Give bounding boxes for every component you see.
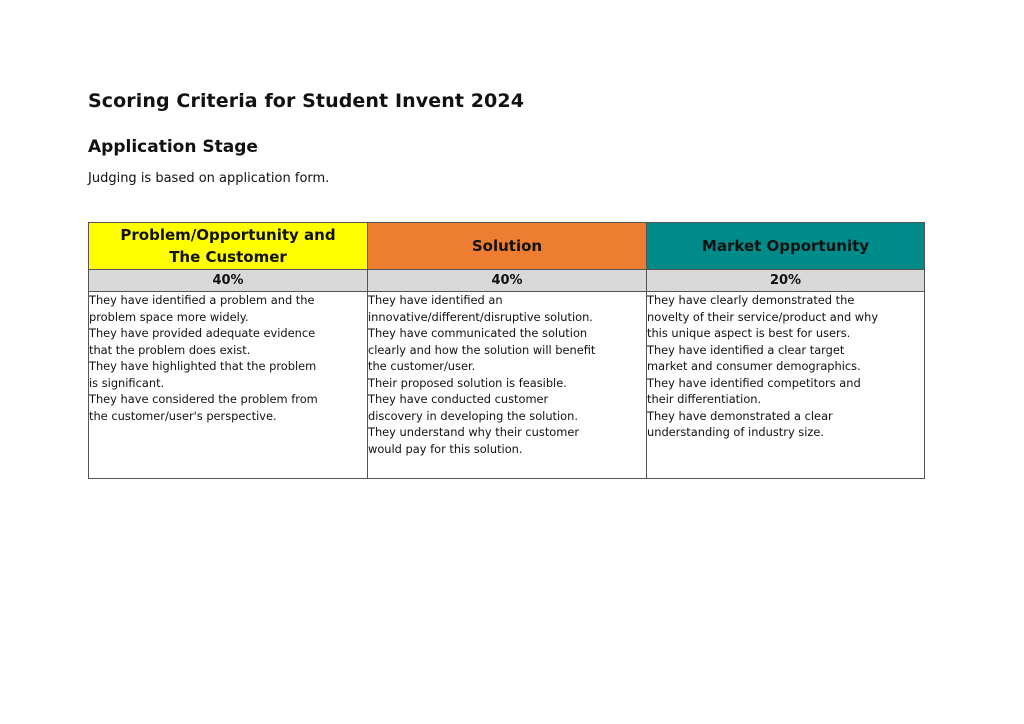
- criteria-line: would pay for this solution.: [368, 441, 523, 456]
- criteria-line: Their proposed solution is feasible.: [368, 375, 567, 390]
- criteria-line: They have highlighted that the problem: [89, 359, 317, 373]
- header-problem-line2: The Customer: [169, 248, 287, 266]
- section-heading: Application Stage: [88, 137, 258, 157]
- criteria-line: this unique aspect is best for users.: [647, 326, 851, 340]
- criteria-market: [647, 292, 925, 479]
- criteria-line: clearly and how the solution will benefit: [368, 342, 596, 357]
- header-market-opportunity: [647, 223, 925, 270]
- scoring-criteria-table: [88, 222, 925, 479]
- criteria-line: They have identified competitors and: [647, 375, 861, 390]
- criteria-line: They have conducted customer: [368, 392, 549, 406]
- criteria-line: They have demonstrated a clear: [647, 408, 833, 423]
- criteria-line: the customer/user.: [368, 359, 476, 373]
- criteria-line: They have provided adequate evidence: [89, 326, 316, 340]
- criteria-line: novelty of their service/product and why: [647, 309, 879, 324]
- header-problem-line1: Problem/Opportunity and: [120, 226, 336, 244]
- criteria-line: They have considered the problem from: [89, 392, 318, 406]
- criteria-line: innovative/different/disruptive solution.: [368, 309, 593, 324]
- header-solution: [368, 223, 647, 270]
- criteria-line: They have identified a clear target: [647, 342, 845, 357]
- intro-text: Judging is based on application form.: [88, 171, 330, 186]
- header-market-label: Market Opportunity: [701, 237, 870, 255]
- table-weight-row: [89, 270, 925, 292]
- table-criteria-row: [89, 292, 925, 479]
- criteria-line: They have communicated the solution: [368, 326, 588, 340]
- criteria-line: discovery in developing the solution.: [368, 408, 578, 423]
- criteria-line: is significant.: [89, 375, 165, 390]
- criteria-line: problem space more widely.: [89, 309, 249, 324]
- header-problem-opportunity: [89, 223, 368, 270]
- weight-market: 20%: [647, 270, 925, 292]
- criteria-line: They have identified an: [368, 293, 503, 307]
- weight-solution: 40%: [368, 270, 647, 292]
- criteria-line: They have identified a problem and the: [89, 293, 315, 307]
- page-title: Scoring Criteria for Student Invent 2024: [88, 90, 525, 112]
- weight-problem: 40%: [89, 270, 368, 292]
- criteria-solution: [368, 292, 647, 479]
- criteria-line: understanding of industry size.: [647, 425, 825, 439]
- criteria-problem: [89, 292, 368, 479]
- criteria-line: their differentiation.: [647, 392, 762, 406]
- criteria-line: the customer/user's perspective.: [89, 408, 277, 423]
- table-header-row: [89, 223, 925, 270]
- criteria-line: that the problem does exist.: [89, 342, 251, 357]
- criteria-line: They understand why their customer: [368, 425, 580, 439]
- criteria-line: They have clearly demonstrated the: [647, 293, 855, 307]
- header-solution-label: Solution: [471, 237, 543, 255]
- criteria-line: market and consumer demographics.: [647, 359, 861, 373]
